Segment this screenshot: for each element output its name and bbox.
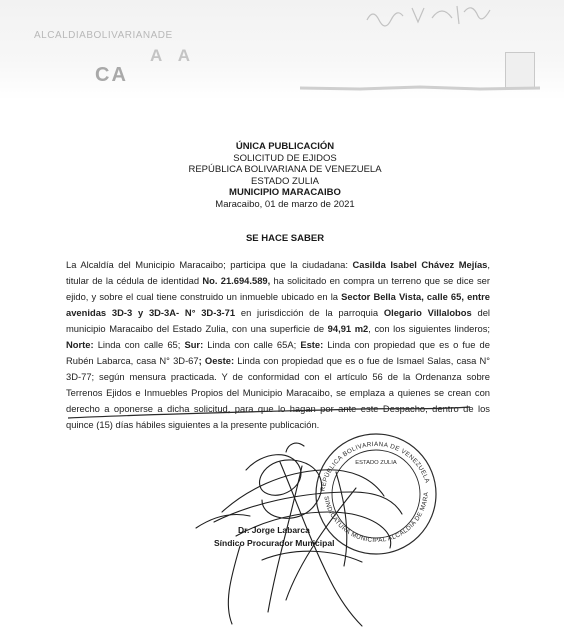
parish-name: Olegario Villalobos	[383, 307, 472, 318]
body-request: ha solicitado en compra un terreno que se dice ser ejido, y sobre el cual tiene construido un inmueble ubicado en la	[66, 275, 491, 302]
body-surface-intro: del municipio Maracaibo del Estado Zulia, con una superficie de	[66, 307, 490, 334]
document-title-block	[150, 141, 420, 211]
title-state: ESTADO ZULIA	[251, 175, 319, 187]
header-scan-noise	[300, 84, 540, 92]
boundary-north: Linda con calle 65;	[93, 339, 185, 350]
property-address: Sector Bella Vista, calle 65, entre avenidas 3D-3 y 3D-3A- N° 3D-3-71	[66, 291, 490, 318]
body-intro: La Alcaldía del Municipio Maracaibo; participa que la ciudadana:	[66, 259, 353, 270]
corner-stamp-box	[505, 52, 535, 88]
boundary-east: Linda con propiedad que es o fue de Rubén Labarca, casa N° 3D-67	[66, 339, 490, 366]
property-area: 94,91 m2	[327, 323, 369, 334]
boundary-south-label: Sur:	[184, 339, 204, 350]
notice-heading: SE HACE SABER	[245, 233, 325, 244]
letterhead-logo-top: A A	[150, 46, 197, 65]
notice-body	[66, 257, 490, 433]
applicant-name: Casilda Isabel Chávez Mejías	[352, 259, 488, 270]
boundary-west-and-closing: Linda con propiedad que es o fue de Ismael Salas, casa N° 3D-77; según mensura practicada. Y de conformidad con el artículo 56 de la Ordenanza sobre Terrenos Ejidos e Inmuebles Propios del Municipio Maracaibo, se emplaza a quienes se crean con derecho a oponerse a dicha solicitud, para que lo hagan por ante este Despacho, dentro de los quince (15) días hábiles siguientes a la presente publicación.	[66, 355, 490, 430]
title-publication: ÚNICA PUBLICACIÓN	[235, 141, 335, 152]
boundary-south: Linda con calle 65A;	[203, 339, 301, 350]
title-request: SOLICITUD DE EJIDOS	[233, 152, 337, 164]
svg-text:REPÚBLICA BOLIVARIANA DE VENEZ	[319, 441, 430, 492]
seal-state-text: ESTADO ZULIA	[355, 460, 397, 466]
seal-bottom-text: SINDICATURA MUNICIPAL ALCALDÍA DE MARACAIBO	[322, 489, 431, 545]
handwritten-marks-top	[362, 0, 502, 30]
body-id-intro: , titular de la cédula de identidad	[66, 259, 490, 286]
seal-top-text: REPÚBLICA BOLIVARIANA DE VENEZUELA	[319, 440, 431, 492]
applicant-id: No. 21.694.589,	[202, 275, 271, 286]
boundary-east-label: Este:	[300, 339, 324, 350]
letterhead-institution-text: ALCALDIABOLIVARIANADE	[34, 30, 173, 41]
official-seal	[316, 434, 436, 554]
signatory-role: Síndico Procurador Municipal	[214, 538, 335, 548]
boundary-west-label: ; Oeste:	[198, 355, 235, 366]
letterhead-logo-bottom: CA	[95, 64, 128, 86]
signatory-name: Dr. Jorge Labarca	[238, 525, 310, 535]
boundary-north-label: Norte:	[66, 339, 94, 350]
svg-text:SINDICATURA MUNICIPAL ALCALDÍA	[322, 489, 430, 544]
title-municipality: MUNICIPIO MARACAIBO	[229, 187, 341, 199]
body-jurisdiction: en jurisdicción de la parroquia	[235, 307, 384, 318]
title-country: REPÚBLICA BOLIVARIANA DE VENEZUELA	[188, 164, 382, 176]
body-boundaries-intro: , con los siguientes linderos;	[368, 323, 490, 334]
title-date: Maracaibo, 01 de marzo de 2021	[215, 198, 355, 210]
